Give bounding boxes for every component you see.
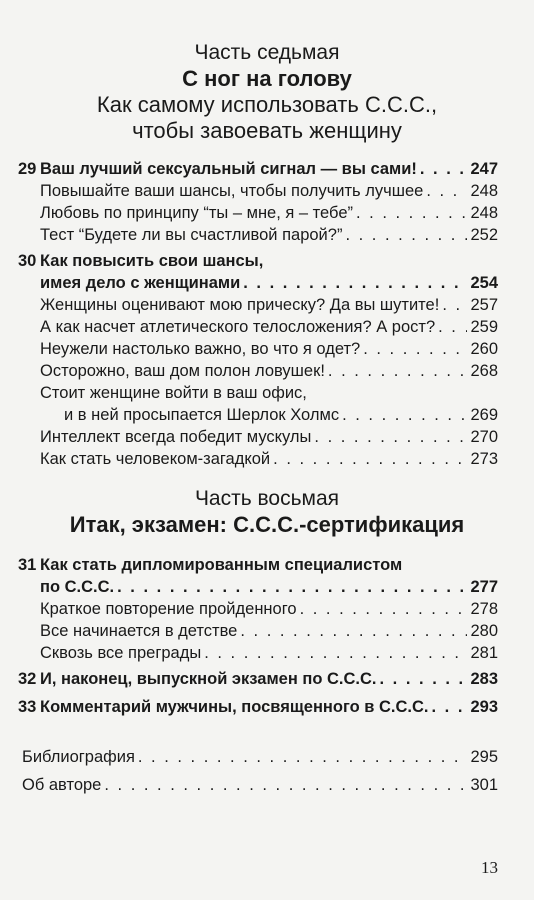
part-label: Часть седьмая xyxy=(194,41,340,64)
section-title: Неужели настолько важно, во что я одет? xyxy=(40,340,361,358)
page-ref: 259 xyxy=(470,318,498,336)
leader-dots xyxy=(204,642,467,664)
toc-item[interactable] xyxy=(40,224,498,246)
toc-chapter-29[interactable]: 29 Ваш лучший сексуальный сигнал — вы сами! . . . 247 xyxy=(40,158,498,180)
section-title: Библиография xyxy=(22,748,135,766)
leader-dots xyxy=(442,294,467,316)
section-title: А как насчет атлетического телосложения? А рост? xyxy=(40,318,436,336)
toc-bibliography[interactable] xyxy=(22,746,498,768)
toc-about-author[interactable] xyxy=(22,774,498,796)
page-ref: 278 xyxy=(470,600,498,618)
toc-chapter-30-title-line[interactable] xyxy=(18,250,264,272)
toc-chapter-32[interactable]: 32 И, наконец, выпускной экзамен по С.С.С. . . . 283 xyxy=(40,668,498,690)
toc-chapter-31[interactable] xyxy=(40,576,498,598)
leader-dots xyxy=(380,668,468,690)
toc-item[interactable] xyxy=(40,202,498,224)
page-ref: 295 xyxy=(470,748,498,766)
page-ref: 254 xyxy=(470,274,498,292)
part-subtitle: Как самому использовать С.С.С., xyxy=(96,92,438,117)
part-eight-heading xyxy=(0,486,534,538)
toc-item[interactable] xyxy=(40,448,498,470)
leader-dots xyxy=(104,774,467,796)
part-label: Часть восьмая xyxy=(194,487,340,510)
part-seven-heading xyxy=(0,40,534,144)
toc-item[interactable] xyxy=(40,338,498,360)
page-ref: 260 xyxy=(470,340,498,358)
page-ref: 268 xyxy=(470,362,498,380)
chapter-number: 31 xyxy=(18,556,37,574)
toc-item[interactable] xyxy=(64,404,498,426)
toc-chapter-31-title-line[interactable] xyxy=(18,554,403,576)
page-ref: 301 xyxy=(470,776,498,794)
page-ref: 277 xyxy=(470,578,498,596)
toc-item[interactable] xyxy=(40,642,498,664)
toc-item[interactable] xyxy=(40,294,498,316)
chapter-title: Как стать дипломированным специалистом xyxy=(40,556,403,574)
part-title: С ног на голову xyxy=(182,66,352,91)
leader-dots xyxy=(426,180,467,202)
section-title: Интеллект всегда победит мускулы xyxy=(40,428,312,446)
toc-chapter-33[interactable]: 33 Комментарий мужчины, посвященного в С.С.С. . . . 293 xyxy=(40,696,498,718)
page-ref: 281 xyxy=(470,644,498,662)
page-ref: 248 xyxy=(470,204,498,222)
page-number: 13 xyxy=(481,858,498,877)
section-title: Женщины оценивают мою прическу? Да вы шутите! xyxy=(40,296,440,314)
section-title: Об авторе xyxy=(22,776,102,794)
page-ref: 273 xyxy=(470,450,498,468)
section-title: Все начинается в детстве xyxy=(40,622,238,640)
chapter-title: И, наконец, выпускной экзамен по С.С.С. xyxy=(40,670,377,688)
chapter-number: 30 xyxy=(18,252,37,270)
toc-item[interactable] xyxy=(40,180,498,202)
part-subtitle: чтобы завоевать женщину xyxy=(132,118,402,143)
section-title: Повышайте ваши шансы, чтобы получить лучшее xyxy=(40,182,424,200)
section-title: Осторожно, ваш дом полон ловушек! xyxy=(40,362,325,380)
chapter-title: Ваш лучший сексуальный сигнал — вы сами! xyxy=(40,160,417,178)
leader-dots xyxy=(432,696,468,718)
section-title: Краткое повторение пройденного xyxy=(40,600,297,618)
page-ref: 283 xyxy=(470,670,498,688)
page-ref: 270 xyxy=(470,428,498,446)
page-ref: 269 xyxy=(470,406,498,424)
section-title: Тест “Будете ли вы счастливой парой?” xyxy=(40,226,343,244)
leader-dots xyxy=(356,202,467,224)
page-ref: 293 xyxy=(470,698,498,716)
leader-dots xyxy=(138,746,468,768)
leader-dots xyxy=(328,360,468,382)
chapter-title: Как повысить свои шансы, xyxy=(40,252,264,270)
page-ref: 247 xyxy=(470,160,498,178)
page-ref: 280 xyxy=(470,622,498,640)
leader-dots xyxy=(117,576,467,598)
leader-dots xyxy=(273,448,467,470)
toc-item-line[interactable] xyxy=(40,382,307,404)
page-ref: 252 xyxy=(470,226,498,244)
page-ref: 248 xyxy=(470,182,498,200)
leader-dots xyxy=(438,316,467,338)
toc-item[interactable] xyxy=(40,620,498,642)
leader-dots xyxy=(345,224,467,246)
leader-dots xyxy=(243,272,467,294)
section-title: и в ней просыпается Шерлок Холмс xyxy=(64,406,340,424)
toc-item[interactable] xyxy=(40,426,498,448)
section-title: Сквозь все преграды xyxy=(40,644,202,662)
leader-dots xyxy=(342,404,467,426)
section-title: Стоит женщине войти в ваш офис, xyxy=(40,384,307,402)
section-title: Любовь по принципу “ты – мне, я – тебе” xyxy=(40,204,353,222)
chapter-title: Комментарий мужчины, посвященного в С.С.С. xyxy=(40,698,429,716)
leader-dots xyxy=(314,426,467,448)
chapter-title: имея дело с женщинами xyxy=(40,274,241,292)
section-title: Как стать человеком-загадкой xyxy=(40,450,271,468)
leader-dots xyxy=(300,598,468,620)
toc-chapter-30[interactable] xyxy=(40,272,498,294)
leader-dots xyxy=(240,620,467,642)
chapter-title: по С.С.С. xyxy=(40,578,115,596)
page-ref: 257 xyxy=(470,296,498,314)
toc-item[interactable] xyxy=(40,316,498,338)
part-title: Итак, экзамен: С.С.С.-сертификация xyxy=(69,512,465,537)
leader-dots xyxy=(420,158,468,180)
toc-item[interactable] xyxy=(40,598,498,620)
leader-dots xyxy=(363,338,467,360)
toc-item[interactable] xyxy=(40,360,498,382)
